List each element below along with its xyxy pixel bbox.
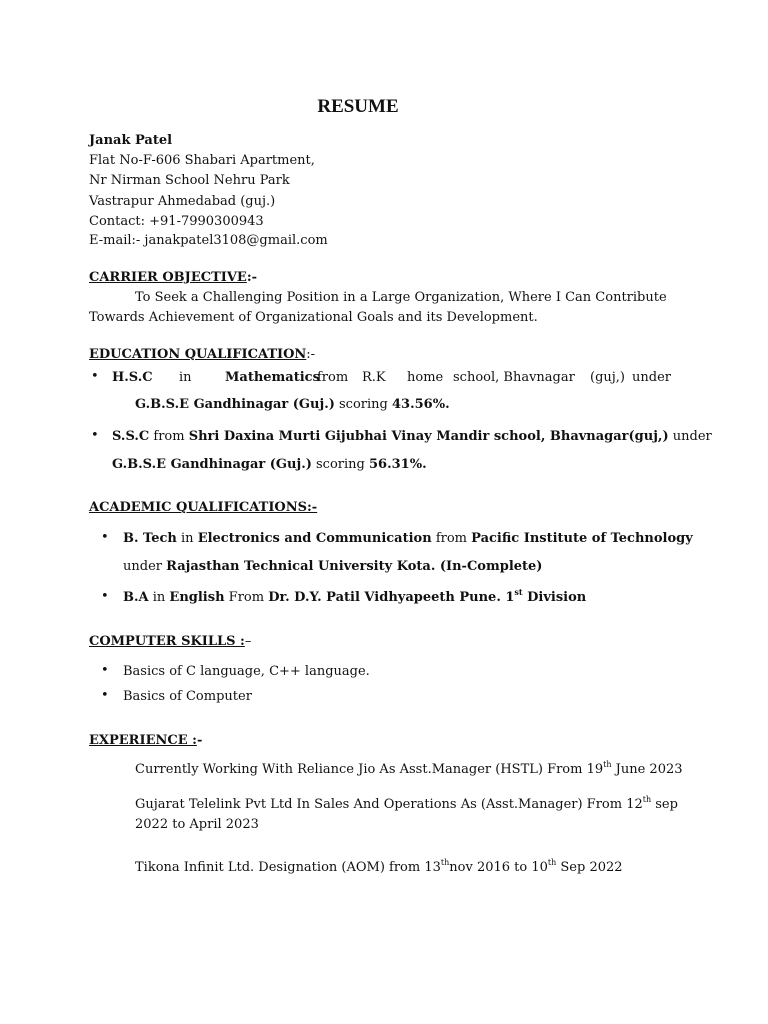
btech-under: under: [123, 559, 162, 574]
hsc-home: home: [407, 370, 444, 385]
btech-university: Rajasthan Technical University Kota. (In-Complete): [166, 559, 543, 574]
contact-phone: Contact: +91-7990300943: [89, 214, 264, 229]
exp2-text: Gujarat Telelink Pvt Ltd In Sales And Operations As (Asst.Manager) From 12: [135, 797, 643, 812]
contact-email: E-mail:- janakpatel3108@gmail.com: [89, 233, 328, 248]
experience-item-2-cont: 2022 to April 2023: [135, 817, 259, 832]
education-heading-text: EDUCATION QUALIFICATION: [89, 347, 307, 362]
address-line-1: Flat No-F-606 Shabari Apartment,: [89, 153, 315, 168]
bullet: •: [101, 688, 109, 703]
skills-heading-text: COMPUTER SKILLS :: [89, 634, 245, 649]
objective-heading-suffix: :-: [246, 270, 258, 285]
ssc-school: Shri Daxina Murti Gijubhai Vinay Mandir school, Bhavnagar(guj,): [188, 429, 669, 444]
skill-item-1: Basics of C language, C++ language.: [123, 664, 370, 679]
bullet: •: [91, 428, 99, 443]
academic-heading: [89, 499, 317, 517]
experience-item-1: [135, 761, 683, 779]
experience-heading-suffix: -: [196, 733, 203, 748]
exp2-sup: th: [642, 795, 652, 804]
exp1-sup: th: [603, 760, 612, 769]
btech-subject: Electronics and Communication: [197, 531, 432, 546]
objective-line-1: To Seek a Challenging Position in a Large Organization, Where I Can Contribute: [135, 290, 667, 305]
exp3-sup2: th: [547, 858, 557, 867]
hsc-line-2: [135, 396, 450, 414]
btech-line-2: [123, 558, 542, 576]
academic-heading-text: ACADEMIC QUALIFICATIONS:-: [89, 500, 318, 515]
ssc-label: S.S.C: [112, 429, 150, 444]
hsc-subject: Mathematics: [225, 370, 320, 385]
ba-line: [123, 589, 586, 607]
exp3-sup: th: [440, 858, 450, 867]
education-heading: [89, 346, 315, 364]
experience-item-3: [135, 859, 623, 877]
ssc-board: G.B.S.E Gandhinagar (Guj.): [112, 457, 312, 472]
bullet: •: [101, 530, 109, 545]
ba-label: B.A: [123, 590, 149, 605]
btech-institute: Pacific Institute of Technology: [471, 531, 693, 546]
btech-in: in: [181, 531, 194, 546]
skills-heading: [89, 633, 251, 651]
hsc-scoring: scoring: [339, 397, 388, 412]
ssc-line-1: [112, 428, 712, 446]
skill-item-2: Basics of Computer: [123, 689, 252, 704]
exp3-mid: nov 2016 to 10: [449, 860, 548, 875]
address-line-2: Nr Nirman School Nehru Park: [89, 173, 290, 188]
ssc-scoring: scoring: [316, 457, 365, 472]
hsc-school: school, Bhavnagar: [453, 370, 575, 385]
ba-from: From: [228, 590, 265, 605]
exp3-end: Sep 2022: [556, 860, 623, 875]
hsc-in: in: [179, 370, 192, 385]
objective-heading: [89, 269, 257, 287]
hsc-from: from: [317, 370, 349, 385]
hsc-label: H.S.C: [112, 370, 153, 385]
experience-heading-text: EXPERIENCE :: [89, 733, 197, 748]
ba-university: [268, 587, 587, 605]
ssc-line-2: [112, 456, 427, 474]
address-line-3: Vastrapur Ahmedabad (guj.): [89, 194, 276, 209]
ba-in: in: [152, 590, 166, 605]
bullet: •: [101, 589, 109, 604]
hsc-score: 43.56%.: [392, 397, 450, 412]
btech-label: B. Tech: [123, 531, 177, 546]
btech-line-1: [123, 530, 693, 548]
resume-title: RESUME: [317, 96, 399, 117]
ssc-under: under: [672, 429, 712, 444]
objective-line-2: Towards Achievement of Organizational Goals and its Development.: [89, 310, 538, 325]
ba-subject: English: [169, 590, 225, 605]
exp1-date: June 2023: [611, 762, 683, 777]
experience-heading: [89, 732, 202, 750]
hsc-under: under: [632, 370, 671, 385]
ssc-score: 56.31%.: [369, 457, 427, 472]
education-heading-suffix: :-: [306, 347, 316, 362]
ba-sup: st: [514, 587, 523, 597]
skills-heading-suffix: –: [244, 634, 252, 649]
hsc-state: (guj,): [590, 370, 626, 385]
experience-item-2: [135, 796, 678, 814]
ba-division: Division: [527, 590, 587, 605]
objective-heading-text: CARRIER OBJECTIVE: [89, 270, 247, 285]
exp1-text: Currently Working With Reliance Jio As Asst.Manager (HSTL) From 19: [135, 762, 604, 777]
candidate-name: Janak Patel: [89, 133, 173, 148]
hsc-rk: R.K: [362, 370, 386, 385]
bullet: •: [101, 663, 109, 678]
bullet: •: [91, 369, 99, 384]
exp3-text: Tikona Infinit Ltd. Designation (AOM) from 13: [135, 860, 441, 875]
hsc-board: G.B.S.E Gandhinagar (Guj.): [135, 397, 335, 412]
exp2-month: sep: [651, 797, 678, 812]
btech-from: from: [435, 531, 467, 546]
ssc-from: from: [153, 429, 185, 444]
ba-university-text: Dr. D.Y. Patil Vidhyapeeth Pune. 1: [268, 590, 515, 605]
